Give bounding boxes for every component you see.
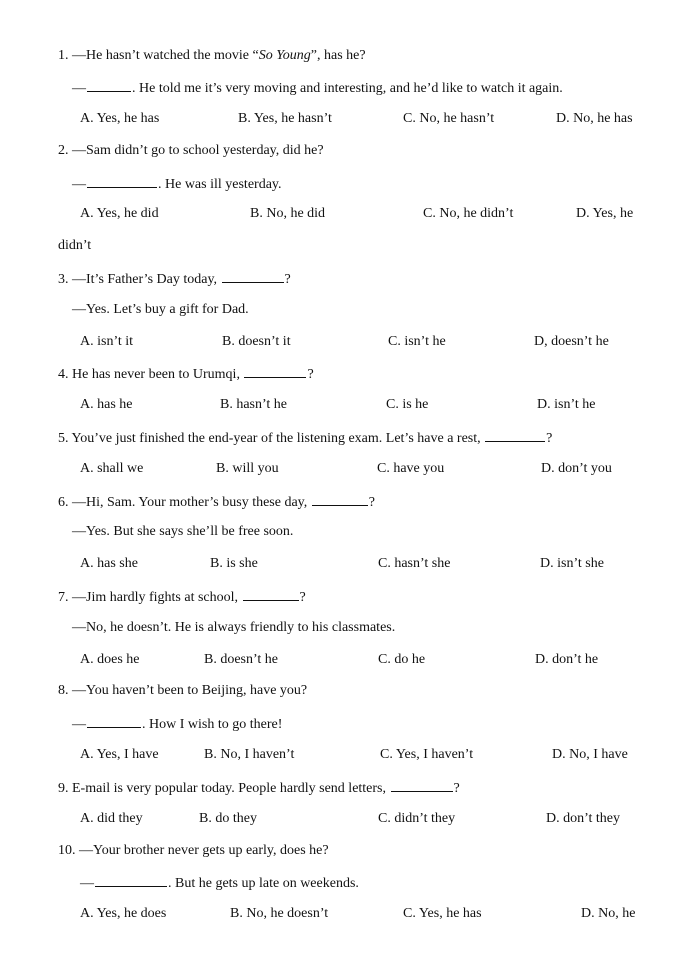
dash: — bbox=[72, 81, 86, 96]
question-8-stem bbox=[58, 682, 307, 700]
question-8-reply bbox=[72, 714, 282, 734]
option-a[interactable]: A. isn’t it bbox=[80, 334, 134, 349]
answer-blank[interactable] bbox=[485, 428, 545, 442]
question-number: 6. bbox=[58, 495, 69, 510]
question-6-reply: —Yes. But she says she’ll be free soon. bbox=[72, 524, 294, 539]
option-a[interactable]: A. did they bbox=[80, 811, 143, 826]
question-10-stem bbox=[58, 842, 329, 860]
option-a[interactable]: A. Yes, I have bbox=[80, 747, 159, 762]
option-d[interactable]: D. don’t he bbox=[535, 652, 599, 667]
answer-blank[interactable] bbox=[87, 78, 131, 92]
option-c[interactable]: C. didn’t they bbox=[378, 811, 456, 826]
stem-text: He has never been to Urumqi, bbox=[72, 367, 240, 382]
option-a[interactable]: A. does he bbox=[80, 652, 140, 667]
movie-title: So Young bbox=[258, 48, 311, 63]
option-b[interactable]: B. doesn’t he bbox=[204, 652, 279, 667]
dash: — bbox=[72, 177, 86, 192]
stem-text: ? bbox=[284, 272, 291, 287]
question-1-reply bbox=[72, 78, 563, 98]
answer-blank[interactable] bbox=[222, 269, 284, 283]
option-b[interactable]: B. will you bbox=[216, 461, 279, 476]
question-number: 3. bbox=[58, 272, 69, 287]
reply-text: . He was ill yesterday. bbox=[158, 177, 282, 192]
stem-text: —You haven’t been to Beijing, have you? bbox=[72, 683, 308, 698]
question-9-stem bbox=[58, 778, 460, 798]
option-d-wrap: didn’t bbox=[58, 238, 92, 253]
option-d[interactable]: D. isn’t he bbox=[537, 397, 596, 412]
question-5-stem bbox=[58, 428, 552, 448]
question-2-reply bbox=[72, 174, 282, 194]
option-b[interactable]: B. No, he doesn’t bbox=[230, 906, 329, 921]
option-b[interactable]: B. is she bbox=[210, 556, 258, 571]
answer-blank[interactable] bbox=[87, 174, 157, 188]
reply-text: . He told me it’s very moving and interesting, and he’d like to watch it again. bbox=[132, 81, 563, 96]
question-7-reply: —No, he doesn’t. He is always friendly to his classmates. bbox=[72, 620, 396, 635]
stem-text: —Your brother never gets up early, does he? bbox=[79, 843, 329, 858]
answer-blank[interactable] bbox=[244, 364, 306, 378]
answer-blank[interactable] bbox=[87, 714, 141, 728]
option-a[interactable]: A. shall we bbox=[80, 461, 144, 476]
question-6-stem bbox=[58, 492, 375, 512]
stem-text: E-mail is very popular today. People hardly send letters, bbox=[72, 781, 387, 796]
question-number: 1. bbox=[58, 48, 69, 63]
question-10-reply bbox=[80, 873, 359, 893]
option-b[interactable]: B. Yes, he hasn’t bbox=[238, 111, 332, 126]
stem-text: —Hi, Sam. Your mother’s busy these day, bbox=[72, 495, 308, 510]
question-number: 5. bbox=[58, 431, 69, 446]
stem-text: ? bbox=[307, 367, 314, 382]
option-c[interactable]: C. do he bbox=[378, 652, 426, 667]
stem-text: ? bbox=[546, 431, 553, 446]
question-number: 9. bbox=[58, 781, 69, 796]
question-1-stem bbox=[58, 47, 366, 65]
question-4-stem bbox=[58, 364, 314, 384]
option-d[interactable]: D. don’t you bbox=[541, 461, 612, 476]
option-a[interactable]: A. Yes, he has bbox=[80, 111, 160, 126]
option-b[interactable]: B. No, I haven’t bbox=[204, 747, 295, 762]
answer-blank[interactable] bbox=[391, 778, 453, 792]
option-a[interactable]: A. has she bbox=[80, 556, 138, 571]
option-d[interactable]: D. isn’t she bbox=[540, 556, 604, 571]
option-d[interactable]: D, doesn’t he bbox=[534, 334, 609, 349]
reply-text: . But he gets up late on weekends. bbox=[168, 876, 359, 891]
option-a[interactable]: A. Yes, he does bbox=[80, 906, 167, 921]
question-number: 2. bbox=[58, 143, 69, 158]
option-d[interactable]: D. Yes, he bbox=[576, 206, 634, 221]
question-number: 8. bbox=[58, 683, 69, 698]
question-3-reply: —Yes. Let’s buy a gift for Dad. bbox=[72, 302, 249, 317]
stem-text: —Sam didn’t go to school yesterday, did he? bbox=[72, 143, 324, 158]
question-number: 4. bbox=[58, 367, 69, 382]
option-c[interactable]: C. Yes, I haven’t bbox=[380, 747, 474, 762]
question-number: 10. bbox=[58, 843, 76, 858]
stem-text: —It’s Father’s Day today, bbox=[72, 272, 218, 287]
option-c[interactable]: C. isn’t he bbox=[388, 334, 446, 349]
option-c[interactable]: C. No, he didn’t bbox=[423, 206, 514, 221]
option-c[interactable]: C. have you bbox=[377, 461, 445, 476]
stem-text: —Jim hardly fights at school, bbox=[72, 590, 239, 605]
option-c[interactable]: C. is he bbox=[386, 397, 429, 412]
stem-text: You’ve just finished the end-year of the listening exam. Let’s have a rest, bbox=[71, 431, 481, 446]
answer-blank[interactable] bbox=[312, 492, 368, 506]
dash: — bbox=[72, 717, 86, 732]
dash: — bbox=[80, 876, 94, 891]
reply-text: . How I wish to go there! bbox=[142, 717, 283, 732]
option-b[interactable]: B. do they bbox=[199, 811, 257, 826]
stem-text: ”, has he? bbox=[310, 48, 366, 63]
option-b[interactable]: B. doesn’t it bbox=[222, 334, 291, 349]
option-b[interactable]: B. hasn’t he bbox=[220, 397, 288, 412]
answer-blank[interactable] bbox=[243, 587, 299, 601]
option-d[interactable]: D. don’t they bbox=[546, 811, 621, 826]
question-2-stem bbox=[58, 142, 324, 160]
option-c[interactable]: C. No, he hasn’t bbox=[403, 111, 495, 126]
question-7-stem bbox=[58, 587, 306, 607]
option-c[interactable]: C. Yes, he has bbox=[403, 906, 482, 921]
option-c[interactable]: C. hasn’t she bbox=[378, 556, 451, 571]
question-number: 7. bbox=[58, 590, 69, 605]
option-a[interactable]: A. has he bbox=[80, 397, 133, 412]
option-d[interactable]: D. No, I have bbox=[552, 747, 628, 762]
option-a[interactable]: A. Yes, he did bbox=[80, 206, 159, 221]
stem-text: ? bbox=[299, 590, 306, 605]
stem-text: ? bbox=[368, 495, 375, 510]
answer-blank[interactable] bbox=[95, 873, 167, 887]
question-3-stem bbox=[58, 269, 291, 289]
stem-text: ? bbox=[453, 781, 460, 796]
option-d[interactable]: D. No, he has bbox=[556, 111, 633, 126]
option-b[interactable]: B. No, he did bbox=[250, 206, 326, 221]
option-d[interactable]: D. No, he bbox=[581, 906, 636, 921]
stem-text: —He hasn’t watched the movie “ bbox=[72, 48, 259, 63]
